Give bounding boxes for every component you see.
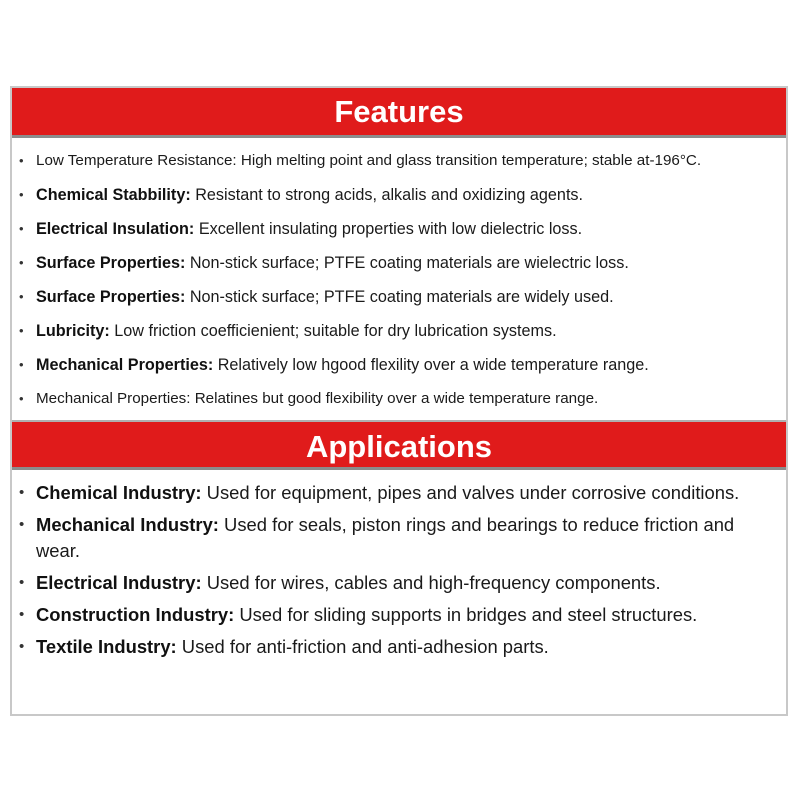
list-item	[12, 570, 786, 596]
application-text: Used for seals, piston rings and bearings to reduce friction and wear.	[36, 514, 735, 561]
application-text: Used for anti-friction and anti-adhesion parts.	[176, 636, 549, 657]
application-label: Textile Industry:	[36, 636, 177, 657]
feature-text: Low friction coefficienient; suitable for dry lubrication systems.	[109, 322, 557, 340]
bullet-icon: •	[19, 323, 24, 338]
feature-text: Resistant to strong acids, alkalis and oxidizing agents.	[190, 186, 584, 204]
list-item	[12, 634, 786, 660]
application-text: Used for wires, cables and high-frequency components.	[201, 572, 661, 593]
list-item	[12, 144, 786, 178]
feature-label: Lubricity:	[36, 322, 110, 340]
spec-card	[10, 86, 788, 716]
feature-text: Non-stick surface; PTFE coating materials are wielectric loss.	[185, 254, 629, 272]
bullet-icon: •	[19, 638, 25, 655]
list-item	[12, 178, 786, 212]
feature-label: Electrical Insulation:	[36, 220, 195, 238]
list-item	[12, 602, 786, 628]
bullet-icon: •	[19, 357, 24, 372]
bullet-icon: •	[19, 255, 24, 270]
application-text: Used for sliding supports in bridges and steel structures.	[234, 604, 698, 625]
features-heading: Features	[12, 88, 786, 138]
feature-text: Relatively low hgood flexility over a wide temperature range.	[213, 356, 649, 374]
list-item	[12, 314, 786, 348]
list-item	[12, 246, 786, 280]
feature-text: Excellent insulating properties with low dielectric loss.	[194, 220, 583, 238]
features-list	[12, 138, 786, 420]
bullet-icon: •	[19, 221, 24, 236]
bullet-icon: •	[19, 484, 25, 501]
bullet-icon: •	[19, 516, 25, 533]
applications-list	[12, 470, 786, 660]
feature-text: Mechanical Properties: Relatines but good flexibility over a wide temperature range.	[36, 390, 599, 407]
list-item	[12, 348, 786, 382]
bullet-icon: •	[19, 289, 24, 304]
bullet-icon: •	[19, 574, 25, 591]
bullet-icon: •	[19, 187, 24, 202]
list-item	[12, 280, 786, 314]
feature-text: Low Temperature Resistance: High melting point and glass transition temperature; stable at-196°C.	[36, 152, 702, 169]
application-label: Chemical Industry:	[36, 482, 202, 503]
list-item	[12, 212, 786, 246]
list-item	[12, 512, 786, 564]
bullet-icon: •	[19, 153, 24, 168]
application-label: Mechanical Industry:	[36, 514, 219, 535]
application-label: Construction Industry:	[36, 604, 235, 625]
application-label: Electrical Industry:	[36, 572, 202, 593]
bullet-icon: •	[19, 391, 24, 406]
feature-text: Non-stick surface; PTFE coating materials are widely used.	[185, 288, 614, 306]
list-item	[12, 382, 786, 416]
feature-label: Surface Properties:	[36, 254, 186, 272]
feature-label: Mechanical Properties:	[36, 356, 214, 374]
feature-label: Surface Properties:	[36, 288, 186, 306]
list-item	[12, 480, 786, 506]
applications-heading: Applications	[12, 420, 786, 470]
bullet-icon: •	[19, 606, 25, 623]
feature-label: Chemical Stabbility:	[36, 186, 191, 204]
application-text: Used for equipment, pipes and valves under corrosive conditions.	[201, 482, 740, 503]
